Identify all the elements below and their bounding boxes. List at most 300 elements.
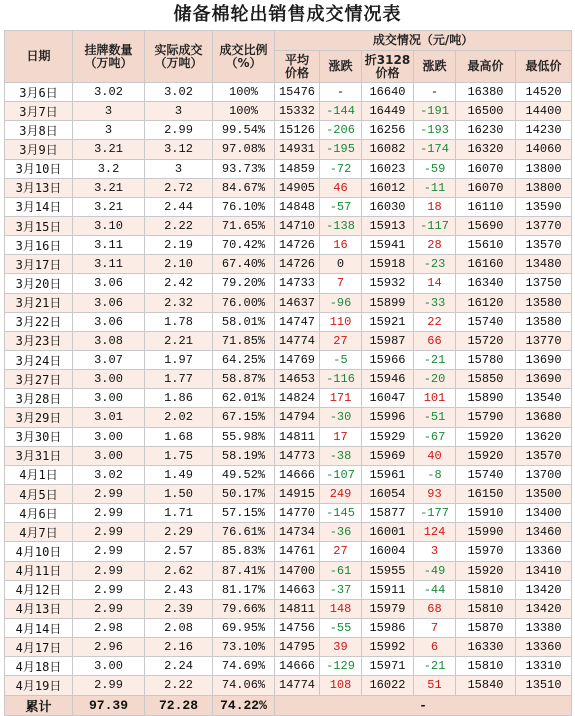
cell-date: 4月6日	[5, 504, 73, 523]
cell-change-2: 6	[414, 638, 456, 657]
cell-low-price: 13690	[516, 370, 572, 389]
cell-actual: 2.99	[145, 121, 213, 140]
table-row	[5, 350, 572, 369]
cell-change-1: 0	[320, 255, 362, 274]
header-listed-quantity: 挂牌数量 （万吨）	[73, 31, 145, 83]
cell-average-price: 14769	[275, 350, 320, 369]
table-row	[5, 389, 572, 408]
cell-date: 3月22日	[5, 312, 73, 331]
table-row	[5, 484, 572, 503]
cell-actual: 2.10	[145, 255, 213, 274]
cell-price-3128: 15987	[362, 331, 414, 350]
cell-average-price: 14773	[275, 446, 320, 465]
cell-date: 3月24日	[5, 350, 73, 369]
cell-high-price: 16500	[456, 102, 516, 121]
cell-ratio: 100%	[213, 83, 275, 102]
cell-change-1: -37	[320, 580, 362, 599]
cell-change-1: -61	[320, 561, 362, 580]
cell-high-price: 16160	[456, 255, 516, 274]
cell-low-price: 13360	[516, 542, 572, 561]
cell-high-price: 15810	[456, 599, 516, 618]
cell-actual: 2.62	[145, 561, 213, 580]
cell-listed: 3.21	[73, 140, 145, 159]
cell-listed: 2.99	[73, 504, 145, 523]
cell-actual: 3.12	[145, 140, 213, 159]
cell-ratio: 76.61%	[213, 523, 275, 542]
cell-average-price: 14915	[275, 484, 320, 503]
cell-high-price: 15970	[456, 542, 516, 561]
table-row	[5, 638, 572, 657]
cell-date: 3月29日	[5, 408, 73, 427]
cell-average-price: 14637	[275, 293, 320, 312]
cell-price-3128: 16030	[362, 197, 414, 216]
cell-ratio: 74.69%	[213, 657, 275, 676]
cell-listed: 3.00	[73, 389, 145, 408]
cell-ratio: 57.15%	[213, 504, 275, 523]
cell-date: 4月10日	[5, 542, 73, 561]
cell-actual: 1.78	[145, 312, 213, 331]
cell-actual: 2.21	[145, 331, 213, 350]
cell-change-2: 68	[414, 599, 456, 618]
table-row	[5, 542, 572, 561]
cell-ratio: 69.95%	[213, 618, 275, 637]
cell-high-price: 15610	[456, 236, 516, 255]
cell-ratio: 79.66%	[213, 599, 275, 618]
cell-price-3128: 15877	[362, 504, 414, 523]
cell-date: 3月31日	[5, 446, 73, 465]
cell-date: 4月5日	[5, 484, 73, 503]
cell-actual: 1.68	[145, 427, 213, 446]
cell-high-price: 16070	[456, 159, 516, 178]
header-date: 日期	[5, 31, 73, 83]
cell-price-3128: 16022	[362, 676, 414, 695]
cell-price-3128: 16054	[362, 484, 414, 503]
cell-date: 4月11日	[5, 561, 73, 580]
cell-average-price: 14663	[275, 580, 320, 599]
cell-change-1: -55	[320, 618, 362, 637]
table-row	[5, 216, 572, 235]
cell-change-1: 249	[320, 484, 362, 503]
cell-high-price: 15740	[456, 312, 516, 331]
cell-change-2: 93	[414, 484, 456, 503]
cell-change-1: 110	[320, 312, 362, 331]
cell-change-2: 3	[414, 542, 456, 561]
cell-change-2: 51	[414, 676, 456, 695]
cell-price-3128: 15921	[362, 312, 414, 331]
cell-ratio: 73.10%	[213, 638, 275, 657]
cell-change-1: 17	[320, 427, 362, 446]
cell-average-price: 14811	[275, 599, 320, 618]
cell-low-price: 13580	[516, 293, 572, 312]
cell-price-3128: 16256	[362, 121, 414, 140]
cell-change-2: -	[414, 83, 456, 102]
cell-actual: 2.29	[145, 523, 213, 542]
cell-change-1: -195	[320, 140, 362, 159]
cell-high-price: 15790	[456, 408, 516, 427]
cell-price-3128: 16449	[362, 102, 414, 121]
cell-listed: 3.01	[73, 408, 145, 427]
cell-listed: 2.99	[73, 676, 145, 695]
cell-change-2: 101	[414, 389, 456, 408]
cell-listed: 3.11	[73, 236, 145, 255]
cell-low-price: 13690	[516, 350, 572, 369]
cell-low-price: 13570	[516, 446, 572, 465]
cell-average-price: 14774	[275, 331, 320, 350]
cell-date: 3月10日	[5, 159, 73, 178]
cell-change-2: 124	[414, 523, 456, 542]
cell-low-price: 13460	[516, 523, 572, 542]
cell-date: 3月27日	[5, 370, 73, 389]
table-row	[5, 523, 572, 542]
cell-listed: 2.99	[73, 523, 145, 542]
cell-actual: 1.97	[145, 350, 213, 369]
cell-change-2: 40	[414, 446, 456, 465]
cell-listed: 2.99	[73, 580, 145, 599]
header-deal-ratio: 成交比例 （%）	[213, 31, 275, 83]
cell-high-price: 15920	[456, 427, 516, 446]
table-row	[5, 561, 572, 580]
cell-high-price: 16340	[456, 274, 516, 293]
total-actual: 72.28	[145, 695, 213, 715]
cell-high-price: 15910	[456, 504, 516, 523]
cell-price-3128: 15992	[362, 638, 414, 657]
table-row	[5, 446, 572, 465]
cell-ratio: 76.00%	[213, 293, 275, 312]
cell-low-price: 13310	[516, 657, 572, 676]
table-row	[5, 676, 572, 695]
cell-listed: 3.10	[73, 216, 145, 235]
cell-price-3128: 15986	[362, 618, 414, 637]
cell-date: 3月17日	[5, 255, 73, 274]
cell-ratio: 97.08%	[213, 140, 275, 159]
cell-date: 3月20日	[5, 274, 73, 293]
cell-high-price: 15850	[456, 370, 516, 389]
cell-low-price: 13800	[516, 159, 572, 178]
cell-date: 3月8日	[5, 121, 73, 140]
cell-low-price: 13380	[516, 618, 572, 637]
cell-average-price: 15332	[275, 102, 320, 121]
table-row	[5, 599, 572, 618]
cell-listed: 3.2	[73, 159, 145, 178]
cell-listed: 3.06	[73, 312, 145, 331]
cell-date: 3月6日	[5, 83, 73, 102]
cell-actual: 2.22	[145, 676, 213, 695]
cell-change-1: -30	[320, 408, 362, 427]
cell-listed: 2.99	[73, 561, 145, 580]
cell-date: 3月15日	[5, 216, 73, 235]
cell-price-3128: 15941	[362, 236, 414, 255]
cell-listed: 3.21	[73, 197, 145, 216]
cell-actual: 2.42	[145, 274, 213, 293]
cell-ratio: 85.83%	[213, 542, 275, 561]
table-row	[5, 197, 572, 216]
table-row	[5, 580, 572, 599]
cell-change-1: -57	[320, 197, 362, 216]
cell-date: 4月18日	[5, 657, 73, 676]
table-row	[5, 159, 572, 178]
cell-change-2: -49	[414, 561, 456, 580]
cell-price-3128: 15899	[362, 293, 414, 312]
cell-ratio: 71.65%	[213, 216, 275, 235]
cell-change-1: -	[320, 83, 362, 102]
cell-ratio: 70.42%	[213, 236, 275, 255]
cell-low-price: 13410	[516, 561, 572, 580]
cell-change-1: -145	[320, 504, 362, 523]
cell-listed: 3.06	[73, 274, 145, 293]
cell-change-1: 171	[320, 389, 362, 408]
cell-date: 3月21日	[5, 293, 73, 312]
cell-listed: 3.21	[73, 178, 145, 197]
cell-average-price: 14653	[275, 370, 320, 389]
cell-change-2: -177	[414, 504, 456, 523]
cell-price-3128: 15969	[362, 446, 414, 465]
cell-change-2: 14	[414, 274, 456, 293]
table-row	[5, 657, 572, 676]
cell-change-1: -138	[320, 216, 362, 235]
cell-price-3128: 15971	[362, 657, 414, 676]
cell-actual: 2.43	[145, 580, 213, 599]
cell-actual: 1.75	[145, 446, 213, 465]
cell-actual: 2.02	[145, 408, 213, 427]
table-row	[5, 140, 572, 159]
cell-price-3128: 16001	[362, 523, 414, 542]
cell-high-price: 15870	[456, 618, 516, 637]
cell-change-1: -116	[320, 370, 362, 389]
cell-high-price: 15720	[456, 331, 516, 350]
cell-listed: 3.00	[73, 446, 145, 465]
cell-actual: 2.24	[145, 657, 213, 676]
cell-ratio: 58.19%	[213, 446, 275, 465]
cell-high-price: 15810	[456, 580, 516, 599]
cell-average-price: 14811	[275, 427, 320, 446]
table-row	[5, 331, 572, 350]
cell-date: 3月13日	[5, 178, 73, 197]
page-title: 储备棉轮出销售成交情况表	[173, 4, 402, 25]
cell-high-price: 16380	[456, 83, 516, 102]
cell-price-3128: 15918	[362, 255, 414, 274]
cell-ratio: 58.01%	[213, 312, 275, 331]
table-row	[5, 465, 572, 484]
total-rest: -	[275, 695, 572, 715]
cell-listed: 3.11	[73, 255, 145, 274]
cell-actual: 2.57	[145, 542, 213, 561]
table-row	[5, 312, 572, 331]
table-row	[5, 274, 572, 293]
cell-price-3128: 16640	[362, 83, 414, 102]
cell-average-price: 14774	[275, 676, 320, 695]
cell-actual: 2.16	[145, 638, 213, 657]
cell-average-price: 14700	[275, 561, 320, 580]
cell-change-1: 39	[320, 638, 362, 657]
cell-date: 4月19日	[5, 676, 73, 695]
cotton-sales-table	[4, 30, 572, 716]
cell-high-price: 16110	[456, 197, 516, 216]
cell-average-price: 14710	[275, 216, 320, 235]
cell-price-3128: 15979	[362, 599, 414, 618]
cell-average-price: 14747	[275, 312, 320, 331]
cell-average-price: 14824	[275, 389, 320, 408]
cell-listed: 2.98	[73, 618, 145, 637]
cell-actual: 1.49	[145, 465, 213, 484]
cell-ratio: 87.41%	[213, 561, 275, 580]
cell-high-price: 15990	[456, 523, 516, 542]
cell-actual: 1.77	[145, 370, 213, 389]
cell-average-price: 14794	[275, 408, 320, 427]
cell-high-price: 15890	[456, 389, 516, 408]
header-change-2: 涨跌	[414, 51, 456, 83]
cell-actual: 1.86	[145, 389, 213, 408]
cell-listed: 3.00	[73, 370, 145, 389]
table-row	[5, 255, 572, 274]
cell-low-price: 14400	[516, 102, 572, 121]
cell-average-price: 14734	[275, 523, 320, 542]
cell-actual: 2.32	[145, 293, 213, 312]
cell-actual: 3	[145, 102, 213, 121]
cell-listed: 3.06	[73, 293, 145, 312]
cell-ratio: 79.20%	[213, 274, 275, 293]
cell-average-price: 14733	[275, 274, 320, 293]
cell-date: 4月1日	[5, 465, 73, 484]
cell-date: 4月14日	[5, 618, 73, 637]
cell-change-2: -33	[414, 293, 456, 312]
cell-low-price: 14060	[516, 140, 572, 159]
cell-change-1: 27	[320, 542, 362, 561]
cell-price-3128: 16004	[362, 542, 414, 561]
total-row	[5, 695, 572, 715]
header-change-1: 涨跌	[320, 51, 362, 83]
cell-high-price: 15740	[456, 465, 516, 484]
cell-change-2: -11	[414, 178, 456, 197]
cell-date: 3月9日	[5, 140, 73, 159]
cell-actual: 1.50	[145, 484, 213, 503]
total-listed: 97.39	[73, 695, 145, 715]
cell-price-3128: 15911	[362, 580, 414, 599]
cell-actual: 2.39	[145, 599, 213, 618]
table-row	[5, 178, 572, 197]
cell-ratio: 99.54%	[213, 121, 275, 140]
cell-change-2: 22	[414, 312, 456, 331]
cell-change-2: -21	[414, 350, 456, 369]
table-row	[5, 504, 572, 523]
total-ratio: 74.22%	[213, 695, 275, 715]
cell-high-price: 15690	[456, 216, 516, 235]
cell-average-price: 14795	[275, 638, 320, 657]
cell-low-price: 13540	[516, 389, 572, 408]
cell-low-price: 14520	[516, 83, 572, 102]
cell-average-price: 14770	[275, 504, 320, 523]
cell-low-price: 13400	[516, 504, 572, 523]
cell-change-1: 7	[320, 274, 362, 293]
cell-change-2: -8	[414, 465, 456, 484]
cell-change-1: -72	[320, 159, 362, 178]
cell-low-price: 13570	[516, 236, 572, 255]
cell-change-2: 18	[414, 197, 456, 216]
cell-price-3128: 15955	[362, 561, 414, 580]
cell-low-price: 13500	[516, 484, 572, 503]
table-row	[5, 618, 572, 637]
cell-low-price: 13590	[516, 197, 572, 216]
cell-listed: 3.00	[73, 427, 145, 446]
cell-average-price: 15126	[275, 121, 320, 140]
cell-change-1: 27	[320, 331, 362, 350]
table-row	[5, 293, 572, 312]
cell-low-price: 13360	[516, 638, 572, 657]
cell-low-price: 13770	[516, 216, 572, 235]
cell-price-3128: 16047	[362, 389, 414, 408]
cell-change-1: -107	[320, 465, 362, 484]
cell-average-price: 14726	[275, 255, 320, 274]
cell-date: 3月30日	[5, 427, 73, 446]
cell-listed: 2.99	[73, 484, 145, 503]
cell-change-1: -36	[320, 523, 362, 542]
cell-high-price: 16150	[456, 484, 516, 503]
cell-price-3128: 15966	[362, 350, 414, 369]
cell-change-1: 46	[320, 178, 362, 197]
cell-price-3128: 15961	[362, 465, 414, 484]
cell-ratio: 74.06%	[213, 676, 275, 695]
cell-high-price: 16230	[456, 121, 516, 140]
cell-ratio: 84.67%	[213, 178, 275, 197]
table-row	[5, 83, 572, 102]
cell-price-3128: 15929	[362, 427, 414, 446]
cell-listed: 3.02	[73, 83, 145, 102]
cell-change-1: -38	[320, 446, 362, 465]
cell-change-1: -5	[320, 350, 362, 369]
cell-low-price: 13510	[516, 676, 572, 695]
cell-average-price: 14666	[275, 465, 320, 484]
cell-high-price: 16330	[456, 638, 516, 657]
table-body	[5, 83, 572, 696]
cell-date: 4月12日	[5, 580, 73, 599]
cell-low-price: 13420	[516, 580, 572, 599]
total-label: 累计	[5, 695, 73, 715]
cell-ratio: 55.98%	[213, 427, 275, 446]
cell-average-price: 14726	[275, 236, 320, 255]
header-average-price: 平均 价格	[275, 51, 320, 83]
cell-ratio: 58.87%	[213, 370, 275, 389]
cell-date: 3月23日	[5, 331, 73, 350]
cell-average-price: 14931	[275, 140, 320, 159]
cell-price-3128: 16023	[362, 159, 414, 178]
cell-date: 3月16日	[5, 236, 73, 255]
header-actual-deal: 实际成交 （万吨）	[145, 31, 213, 83]
cell-date: 4月7日	[5, 523, 73, 542]
cell-low-price: 13420	[516, 599, 572, 618]
cell-change-2: -20	[414, 370, 456, 389]
cell-low-price: 13750	[516, 274, 572, 293]
cell-change-1: -144	[320, 102, 362, 121]
cell-change-2: -51	[414, 408, 456, 427]
cell-high-price: 15780	[456, 350, 516, 369]
cell-listed: 2.99	[73, 599, 145, 618]
cell-actual: 2.44	[145, 197, 213, 216]
cell-ratio: 64.25%	[213, 350, 275, 369]
cell-ratio: 67.15%	[213, 408, 275, 427]
cell-change-2: -21	[414, 657, 456, 676]
cell-ratio: 81.17%	[213, 580, 275, 599]
cell-change-2: -191	[414, 102, 456, 121]
cell-change-1: -129	[320, 657, 362, 676]
table-row	[5, 408, 572, 427]
cell-ratio: 100%	[213, 102, 275, 121]
cell-change-2: -174	[414, 140, 456, 159]
cell-price-3128: 15932	[362, 274, 414, 293]
cell-date: 3月14日	[5, 197, 73, 216]
header-high-price: 最高价	[456, 51, 516, 83]
cell-average-price: 15476	[275, 83, 320, 102]
cell-change-2: -23	[414, 255, 456, 274]
cell-low-price: 13800	[516, 178, 572, 197]
